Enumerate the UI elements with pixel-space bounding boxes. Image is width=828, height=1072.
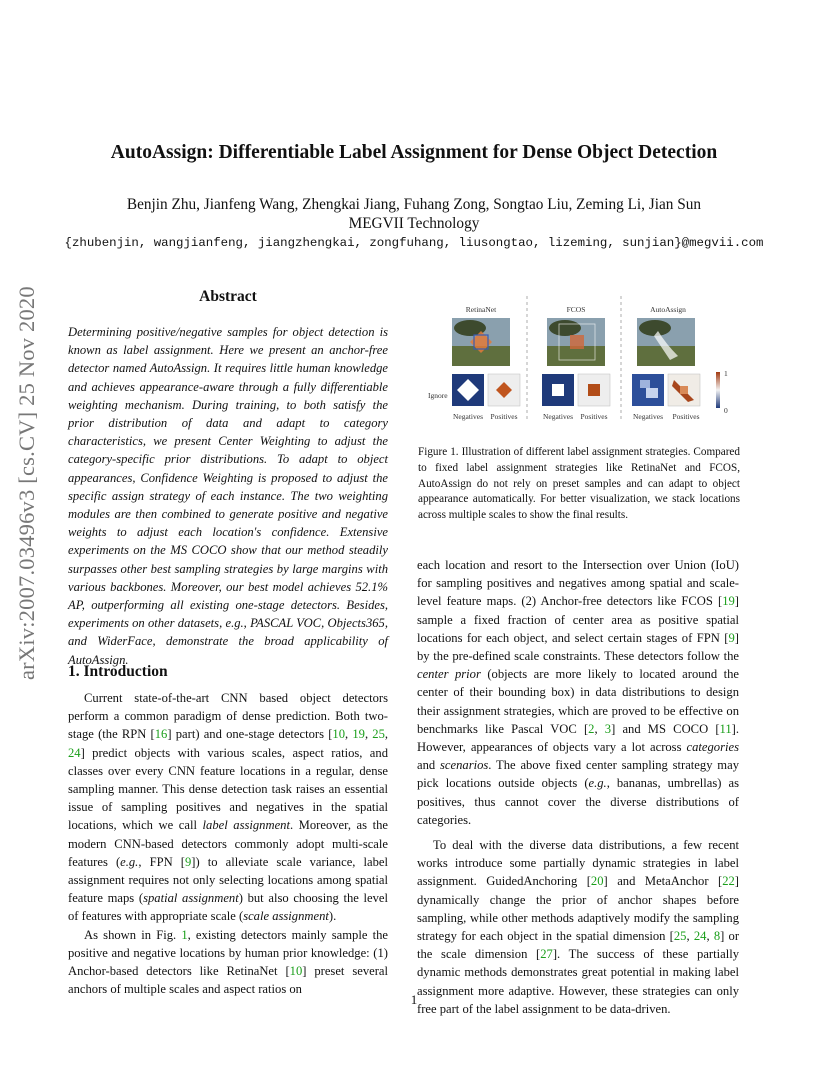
page-number: 1	[410, 992, 418, 1007]
retinanet-negatives-label: Negatives	[453, 412, 483, 421]
citation-link[interactable]: 20	[590, 874, 604, 889]
retinanet-negatives-grid	[452, 374, 484, 406]
introduction-body	[68, 689, 388, 998]
citation-link[interactable]: 8	[713, 929, 721, 944]
scene-photo-retinanet	[452, 318, 510, 366]
scene-photo-autoassign	[637, 318, 695, 366]
fcos-negatives-grid	[542, 374, 574, 406]
autoassign-positives-grid	[668, 374, 700, 406]
citation-link[interactable]: 9	[728, 630, 735, 645]
introduction-heading: 1. Introduction	[68, 663, 168, 680]
figure-1-illustration	[418, 296, 740, 426]
figure-link[interactable]: 1	[181, 927, 188, 942]
citation-link[interactable]: 2	[588, 721, 595, 736]
ignore-label: Ignore	[428, 391, 448, 400]
intro-paragraph-1: Current state-of-the-art CNN based object detectors perform a common paradigm of dense prediction. Both two-stage (the RPN [16] part) and one-stage detectors [10, 19, 25, 24] predict objects with various scales, aspect ratios, and classes over every CNN feature locations in a regular, dense sampling manner. This dense detection task raises an essential issue of sampling positives and negatives in the spatial locations, which we call label assignment. Moreover, as the modern CNN-based detectors commonly adopt multi-scale features (e.g., FPN [9]) to alleviate scale variance, label assignment requires not only selecting locations among spatial feature maps (spatial assignment) but also choosing the level of features with appropriate scale (scale assignment).	[68, 691, 389, 924]
citation-link[interactable]: 10	[289, 964, 303, 979]
citation-link[interactable]: 16	[154, 727, 168, 742]
citation-link[interactable]: 11	[719, 721, 732, 736]
paper-title: AutoAssign: Differentiable Label Assignment for Dense Object Detection	[110, 142, 718, 163]
retinanet-positives-label: Positives	[490, 412, 518, 421]
citation-link[interactable]: 10	[332, 727, 345, 742]
abstract-heading: Abstract	[199, 288, 257, 305]
author-list: Benjin Zhu, Jianfeng Wang, Zhengkai Jiang, Fuhang Zong, Songtao Liu, Zeming Li, Jian Sun	[126, 196, 702, 213]
autoassign-positives-label: Positives	[672, 412, 700, 421]
colorbar	[716, 369, 728, 415]
scene-photo-fcos	[547, 318, 605, 366]
right-column-body	[417, 556, 739, 1018]
author-emails: {zhubenjin, wangjianfeng, jiangzhengkai, zongfuhang, liusongtao, lizeming, sunjian}@megvii.com	[64, 236, 764, 250]
affiliation: MEGVII Technology	[348, 215, 480, 232]
right-paragraph-2: To deal with the diverse data distributions, a few recent works introduce some partially dynamic strategies in label assignment. GuidedAnchoring [20] and MetaAnchor [22] dynamically change the prior of anchor shapes before sampling, while other methods adaptively modify the sampling strategy for each object in the spatial dimension [25, 24, 8] or the scale dimension [27]. The success of these partially dynamic methods demonstrates great potential in making label assignment more adaptive. However, these strategies can only free part of the label assignment to be data-driven.	[417, 838, 740, 1016]
citation-link[interactable]: 3	[604, 721, 612, 736]
autoassign-negatives-label: Negatives	[633, 412, 663, 421]
citation-link[interactable]: 19	[352, 727, 365, 742]
arxiv-side-stamp: arXiv:2007.03496v3 [cs.CV] 25 Nov 2020	[14, 286, 39, 680]
citation-link[interactable]: 22	[722, 874, 735, 889]
retinanet-positives-grid	[488, 374, 520, 406]
citation-link[interactable]: 19	[722, 594, 735, 609]
intro-paragraph-2: As shown in Fig. 1, existing detectors mainly sample the positive and negative locations by human prior knowledge: (1) Anchor-based detectors like RetinaNet [10] preset several anchors of multiple scales and aspect ratios on	[68, 927, 388, 997]
citation-link[interactable]: 25	[673, 929, 687, 944]
citation-link[interactable]: 27	[540, 947, 553, 962]
fcos-positives-label: Positives	[580, 412, 608, 421]
right-paragraph-1: each location and resort to the Intersection over Union (IoU) for sampling positives and negatives among spatial and scale-level feature maps. (2) Anchor-free detectors like FCOS [19] sample a fixed fraction of center area as positive spatial locations for each object, and select certain stages of FPN [9] by the pre-defined scale constraints. These detectors follow the center prior (objects are more likely to located around the center of their bounding box) in data distributions to design their assignment strategies, which are proved to be effective on benchmarks like Pascal VOC [2, 3] and MS COCO [11]. However, appearances of objects vary a lot across categories and scenarios. The above fixed center sampling strategy may pick locations outside objects (e.g., bananas, umbrellas) as positives, thus cannot cover the diverse distributions of categories.	[417, 558, 740, 827]
abstract-text: Determining positive/negative samples for object detection is known as label assignment. Here we present an anchor-free detector named AutoAssign. It requires little human knowledge and achieves appearance-aware through a fully differentiable weighting mechanism. During training, to both satisfy the prior distribution of data and adapt to category characteristics, we present Center Weighting to adjust the category-specific prior distributions. To adapt to object appearances, Confidence Weighting is proposed to adjust the specific assign strategy of each instance. The two weighting modules are then combined to generate positive and negative weights to adjust each location's confidence. Extensive experiments on the MS COCO show that our method steadily surpasses other best sampling strategies by large margins with various backbones. Moreover, our best model achieves 52.1% AP, outperforming all existing one-stage detectors. Besides, experiments on other datasets, e.g., PASCAL VOC, Objects365, and WiderFace, demonstrate the broad applicability of AutoAssign.	[68, 325, 388, 667]
citation-link[interactable]: 25	[372, 727, 385, 742]
colorbar-min-label: 0	[724, 406, 728, 415]
autoassign-negatives-grid	[632, 374, 664, 406]
panel-title-autoassign: AutoAssign	[650, 305, 686, 314]
panel-title-fcos: FCOS	[566, 305, 586, 314]
citation-link[interactable]: 24	[68, 745, 81, 760]
figure-1-caption: Figure 1. Illustration of different label assignment strategies. Compared to fixed label assignment strategies like RetinaNet and FCOS, AutoAssign do not rely on preset samples and can adapt to object appearance automatically. For better visualization, we stack locations across multiple scales to show the final results.	[418, 446, 740, 522]
citation-link[interactable]: 9	[184, 854, 192, 869]
panel-title-retinanet: RetinaNet	[465, 305, 497, 314]
citation-link[interactable]: 24	[693, 929, 707, 944]
colorbar-max-label: 1	[724, 369, 728, 378]
fcos-negatives-label: Negatives	[543, 412, 573, 421]
fcos-positives-grid	[578, 374, 610, 406]
